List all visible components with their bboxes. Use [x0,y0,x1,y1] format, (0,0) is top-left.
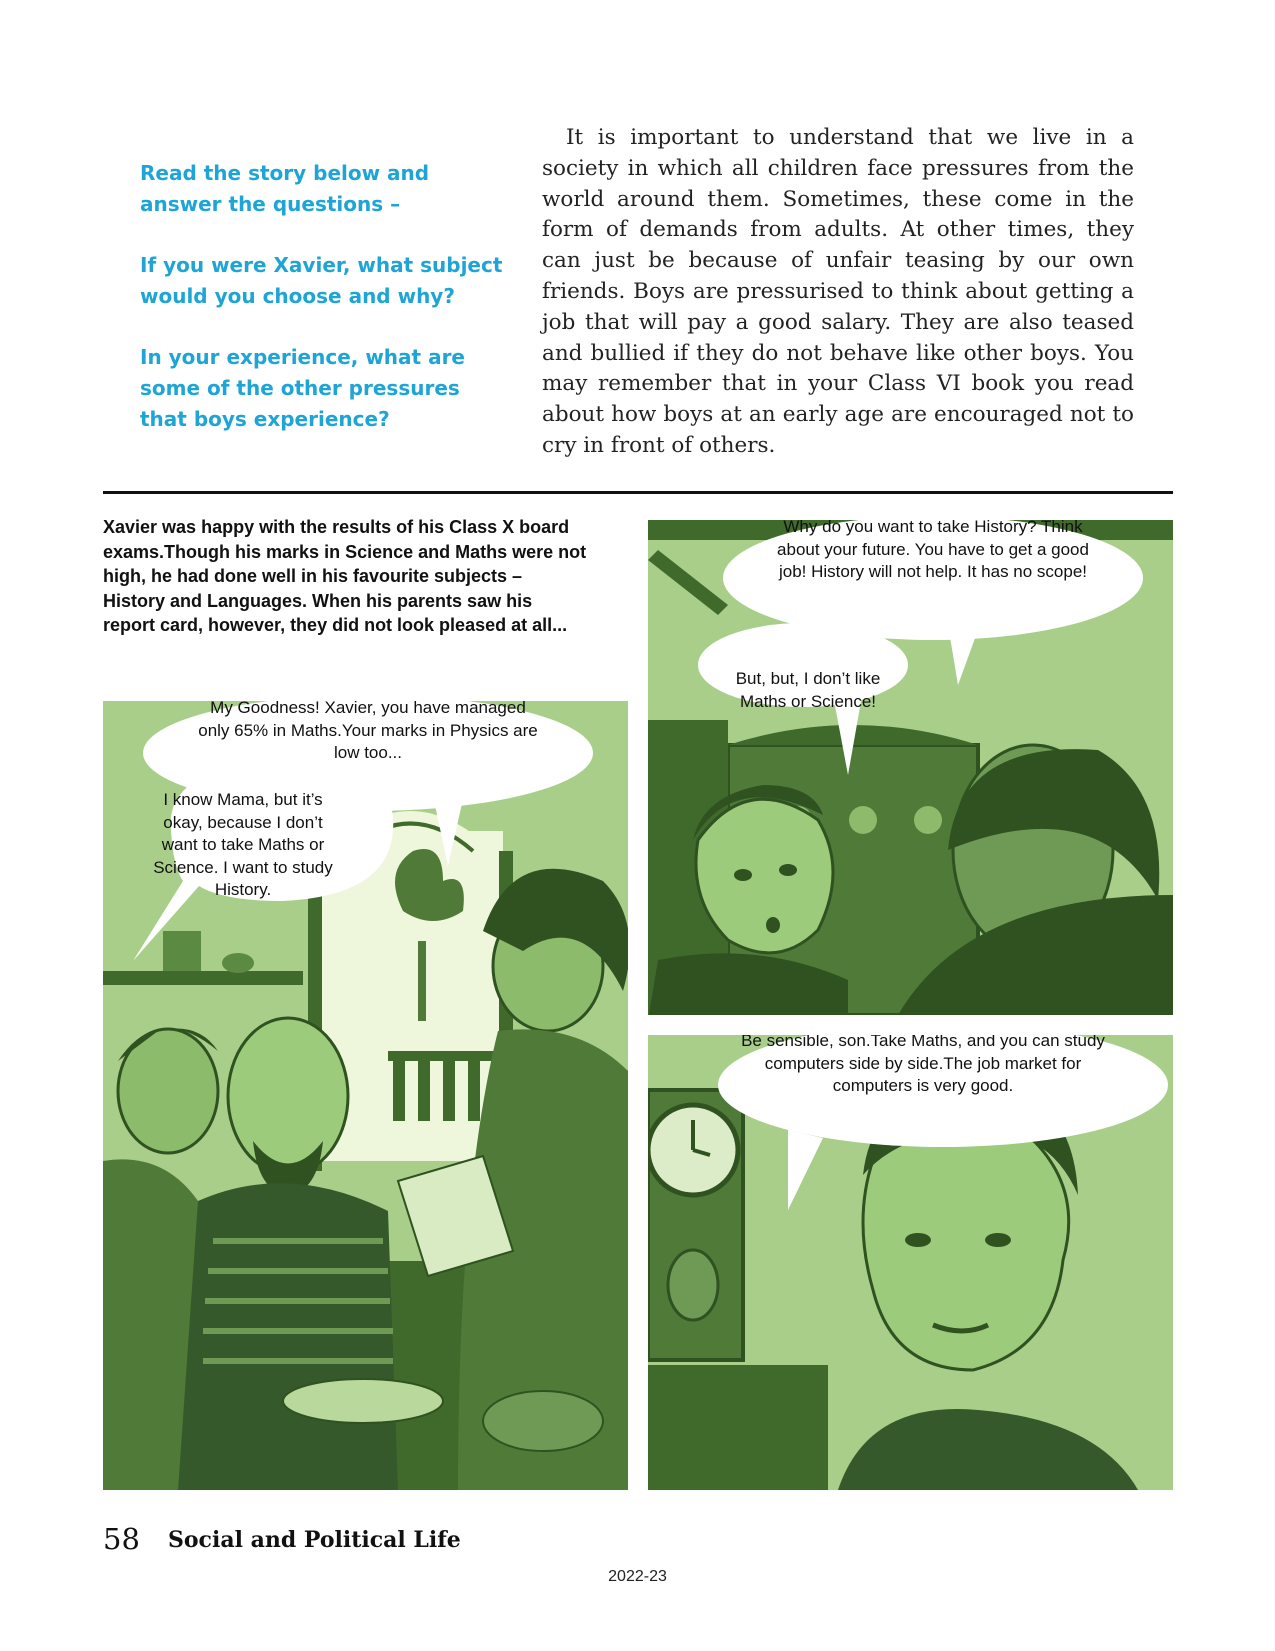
mother-speech-bubble-2: Be sensible, son.Take Maths, and you can study computers side by side.The job market for computers is very good. [741,1035,1105,1095]
xavier-speech-bubble-1: I know Mama, but it’s okay, because I don’t want to take Maths or Science. I want to study History. [153,790,333,899]
page-number: 58 [103,1522,140,1556]
mother-illustration [648,1035,1173,1490]
question-1: Read the story below and answer the questions – [140,161,430,216]
intro-paragraph: It is important to understand that we live in a society in which all children face pressures from the world around them. Sometimes, these come in the form of demands from adults. At other times, they can just be because of unfair teasing by our own friends. Boys are pressurised to think about getting a job that will pay a good salary. They are also teased and bullied if they do not behave like other boys. You may remember that in your Class VI book you read about how boys at an early age are encouraged not to cry in front of others. [542,125,1134,458]
xavier-speech-bubble-2: But, but, I don’t like Maths or Science! [735,669,881,711]
book-title: Social and Political Life [168,1527,461,1553]
comic-panel-mother [648,1035,1173,1490]
edition-year: 2022-23 [608,1568,667,1585]
question-3: In your experience, what are some of the other pressures that boys experience? [140,345,465,431]
father-son-illustration [648,520,1173,1015]
comic-panel-family-table [103,701,628,1490]
father-speech-bubble: Why do you want to take History? Think about your future. You have to get a good job! History will not help. It has no scope! [777,520,1089,581]
question-2: If you were Xavier, what subject would you choose and why? [140,253,503,308]
questions-box [140,158,510,465]
comic-panel-father-son [648,520,1173,1015]
comic-caption: Xavier was happy with the results of his Class X board exams.Though his marks in Science and Maths were not high, he had done well in his favourite subjects – History and Languages. When his parents saw his report card, however, they did not look pleased at all... [103,517,587,635]
mother-speech-bubble-1: My Goodness! Xavier, you have managed only 65% in Maths.Your marks in Physics are low too... [198,701,538,762]
section-divider [103,491,1173,494]
